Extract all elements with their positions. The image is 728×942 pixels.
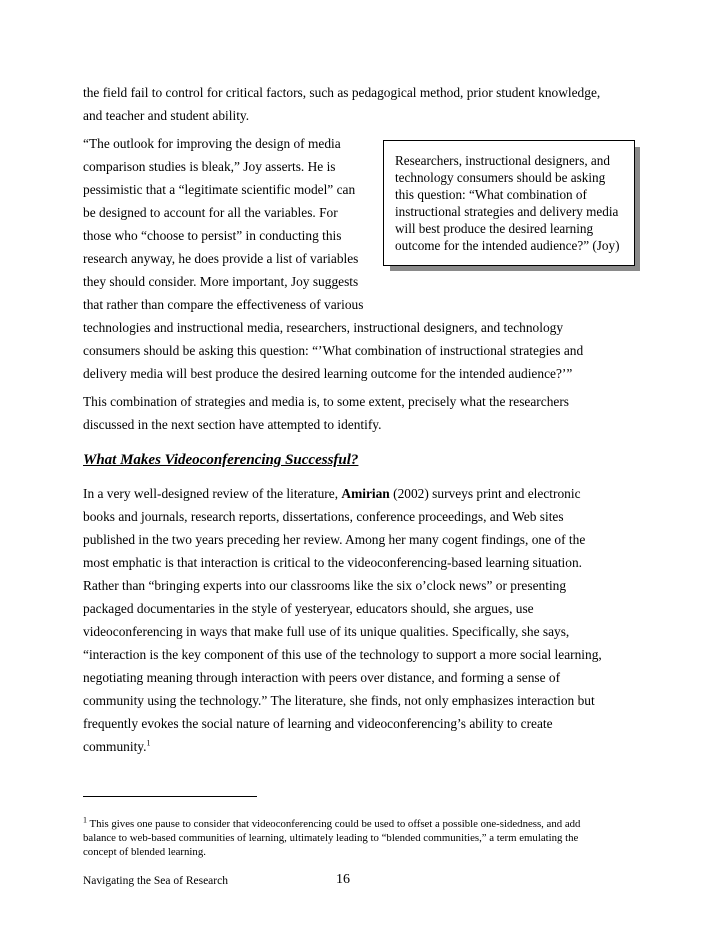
- body-text-line: discussed in the next section have attempted to identify.: [83, 417, 382, 432]
- body-text-line: [83, 486, 581, 502]
- page-number: 16: [336, 872, 350, 887]
- body-text-line: research anyway, he does provide a list of variables: [83, 251, 359, 266]
- pull-quote-line: outcome for the intended audience?” (Joy): [395, 238, 620, 253]
- body-text-line: most emphatic is that interaction is critical to the videoconferencing-based learning situation.: [83, 555, 583, 570]
- body-text-fragment: In a very well-designed review of the literature,: [83, 486, 342, 501]
- body-text-line: negotiating meaning through interaction with peers over distance, and forming a sense of: [83, 670, 561, 685]
- footnote-reference[interactable]: 1: [146, 738, 151, 748]
- body-text-line: packaged documentaries in the style of yesteryear, educators should, she argues, use: [83, 601, 534, 616]
- body-text-line: [83, 739, 150, 755]
- body-text-line: “interaction is the key component of this use of the technology to support a more social learning,: [83, 647, 602, 662]
- body-text-line: technologies and instructional media, researchers, instructional designers, and technology: [83, 320, 564, 335]
- body-text-line: they should consider. More important, Joy suggests: [83, 274, 359, 289]
- body-text-fragment: (2002) surveys print and electronic: [389, 486, 581, 501]
- body-text-line: This combination of strategies and media is, to some extent, precisely what the researchers: [83, 394, 569, 409]
- pull-quote-line: this question: “What combination of: [395, 187, 587, 202]
- footnote-line: balance to web-based communities of learning, ultimately leading to “blended communities,” a term emulating the: [83, 832, 579, 844]
- body-text-line: books and journals, research reports, dissertations, conference proceedings, and Web sites: [83, 509, 564, 524]
- body-text-line: that rather than compare the effectiveness of various: [83, 297, 364, 312]
- footnote-line: [83, 817, 580, 831]
- body-text-line: consumers should be asking this question: “’What combination of instructional strategies and: [83, 343, 584, 358]
- body-text-line: delivery media will best produce the desired learning outcome for the intended audience?’”: [83, 366, 573, 381]
- pull-quote-line: instructional strategies and delivery media: [395, 204, 619, 219]
- pull-quote-line: Researchers, instructional designers, and: [395, 153, 610, 168]
- footnote-text: This gives one pause to consider that videoconferencing could be used to offset a possible one-sidedness, and add: [87, 818, 581, 830]
- body-text-fragment: community.: [83, 739, 147, 754]
- body-text-line: Rather than “bringing experts into our classrooms like the six o’clock news” or presenting: [83, 578, 567, 593]
- body-text-line: community using the technology.” The literature, she finds, not only emphasizes interaction but: [83, 693, 595, 708]
- body-text-line: pessimistic that a “legitimate scientific model” can: [83, 182, 356, 197]
- body-text-line: and teacher and student ability.: [83, 108, 250, 123]
- footnote-marker: 1: [83, 815, 87, 825]
- pull-quote-line: will best produce the desired learning: [395, 221, 594, 236]
- running-footer-title: Navigating the Sea of Research: [83, 875, 228, 887]
- body-text-line: “The outlook for improving the design of media: [83, 136, 341, 151]
- body-text-line: frequently evokes the social nature of learning and videoconferencing’s ability to create: [83, 716, 553, 731]
- body-text-line: those who “choose to persist” in conducting this: [83, 228, 342, 243]
- pull-quote-line: technology consumers should be asking: [395, 170, 606, 185]
- body-text-line: published in the two years preceding her review. Among her many cogent findings, one of the: [83, 532, 586, 547]
- body-text-line: the field fail to control for critical factors, such as pedagogical method, prior student knowledge,: [83, 85, 601, 100]
- author-name-bold: Amirian: [341, 486, 390, 501]
- footnote-line: concept of blended learning.: [83, 846, 206, 858]
- body-text-line: videoconferencing in ways that make full use of its unique qualities. Specifically, she says,: [83, 624, 570, 639]
- pull-quote-box: [383, 140, 635, 266]
- section-heading: What Makes Videoconferencing Successful?: [83, 452, 359, 468]
- footnote-separator: [83, 796, 257, 797]
- body-text-line: be designed to account for all the variables. For: [83, 205, 338, 220]
- body-text-line: comparison studies is bleak,” Joy asserts. He is: [83, 159, 336, 174]
